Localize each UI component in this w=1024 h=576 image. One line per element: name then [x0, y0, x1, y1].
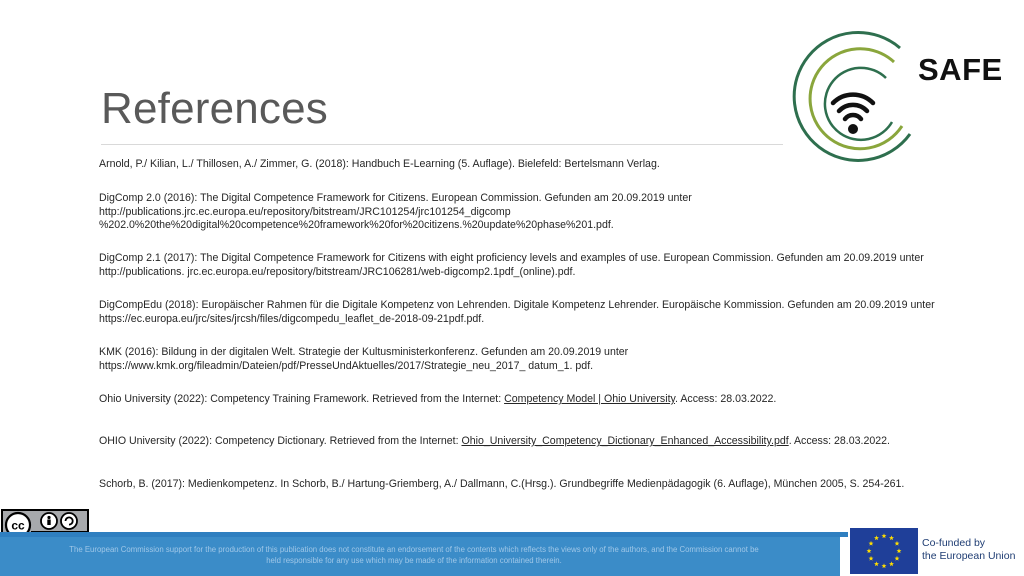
reference-item: KMK (2016): Bildung in der digitalen Welt. Strategie der Kultusministerkonferenz. Gefunden am 20.09.2019 unter https://www.kmk.org/fileadmin/Dateien/pdf/PresseUndAktuelles/2017/Strategie_neu_2017_ datum_1. pdf.	[99, 346, 629, 372]
eu-funding-line: Co-funded by	[922, 537, 986, 549]
svg-text:cc: cc	[11, 518, 25, 533]
disclaimer-line: The European Commission support for the production of this publication does not constitute an endorsement of the contents which reflects the views only of the authors, and the Commission cannot be	[69, 545, 759, 554]
ohio-competency-model-link[interactable]: Competency Model | Ohio University	[504, 393, 676, 405]
reference-item: Schorb, B. (2017): Medienkompetenz. In Schorb, B./ Hartung-Griemberg, A./ Dallmann, C.(Hrsg.). Grundbegriffe Medienpädagogik (6. Auflage), München 2005, S. 254-261.	[99, 478, 905, 490]
safe-logo-icon	[782, 26, 924, 178]
ohio-competency-dictionary-link[interactable]: Ohio_University_Competency_Dictionary_Enhanced_Accessibility.pdf	[461, 435, 789, 447]
disclaimer-line: held responsible for any use which may be made of the information contained therein.	[266, 556, 562, 565]
reference-item	[99, 435, 939, 449]
reference-item	[99, 393, 939, 407]
reference-text: OHIO University (2022): Competency Dictionary. Retrieved from the Internet:	[99, 435, 462, 447]
reference-item: DigComp 2.1 (2017): The Digital Competence Framework for Citizens with eight proficiency levels and examples of use. European Commission. Gefunden am 20.09.2019 unter http://publications. jrc.ec.europa.eu/repository/bitstream/JRC106281/web-digcomp2.1pdf_(online).pdf.	[99, 252, 924, 278]
reference-item: DigComp 2.0 (2016): The Digital Competence Framework for Citizens. European Commission. Gefunden am 20.09.2019 unter http://publications.jrc.ec.europa.eu/repository/bitstream/JRC101254/jrc101254_digcomp %202.0%20the%20digital%20competence%20framework%20for%20citizens.%20update%20phase%201.pdf.	[99, 192, 692, 232]
reference-text: . Access: 28.03.2022.	[675, 393, 777, 405]
reference-text: Ohio University (2022): Competency Training Framework. Retrieved from the Internet:	[99, 393, 505, 405]
reference-text: . Access: 28.03.2022.	[788, 435, 890, 447]
reference-item: DigCompEdu (2018): Europäischer Rahmen für die Digitale Kompetenz von Lehrenden. Digitale Kompetenz Lehrender. Europäische Kommission. Gefunden am 20.09.2019 unter https://ec.europa.eu/jrc/sites/jrcsh/files/digcompedu_leaflet_de-2018-09-21pdf.pdf.	[99, 299, 935, 325]
title-divider	[101, 144, 783, 145]
page-title: References	[101, 84, 329, 133]
reference-item: Arnold, P./ Kilian, L./ Thillosen, A./ Zimmer, G. (2018): Handbuch E-Learning (5. Auflage). Bielefeld: Bertelsmann Verlag.	[99, 158, 660, 170]
eu-funding-text	[922, 537, 1015, 563]
eu-disclaimer	[14, 544, 814, 566]
eu-flag-icon	[850, 528, 918, 574]
eu-funding-line: the European Union	[922, 550, 1016, 562]
safe-logo-label: SAFE	[918, 52, 1003, 87]
